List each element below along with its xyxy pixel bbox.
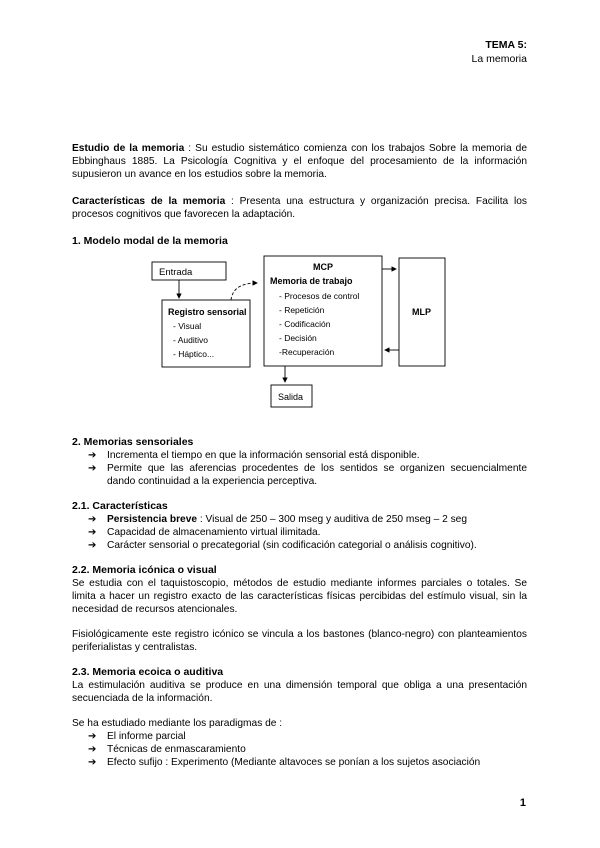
list-item: ➔ El informe parcial xyxy=(88,731,186,742)
section22-p2: Fisiológicamente este registro icónico se vincula a los bastones (blanco-negro) con planteamientos periferialistas y centralistas. xyxy=(72,629,527,653)
mlp-label: MLP xyxy=(412,307,431,317)
section22-p1: Se estudia con el taquistoscopio, métodos de estudio mediante informes parciales o totales. Se limita a hacer un registro exacto de las características físicas percibidas del estímulo visual, sin la necesidad de recursos atencionales. xyxy=(72,578,527,615)
list-item: ➔ Carácter sensorial o precategorial (sin codificación categorial o análisis cognitivo). xyxy=(88,540,477,551)
arrow-icon: ➔ xyxy=(88,527,97,538)
caracteristicas-text: : Presenta una estructura y organización precisa. Facilita los procesos cognitivos que favorecen la adaptación. xyxy=(72,196,527,220)
section23-p1: La estimulación auditiva se produce en una dimensión temporal que obliga a una presentación secuenciada de la información. xyxy=(72,680,527,704)
mcp-item: - Procesos de control xyxy=(279,291,360,301)
entrada-label: Entrada xyxy=(159,267,193,278)
section2-list xyxy=(88,449,527,488)
arrow-registro-mcp xyxy=(231,283,257,300)
intro-caracteristicas xyxy=(72,195,527,221)
header-title: TEMA 5: xyxy=(485,39,527,51)
list-item: ➔ Efecto sufijo : Experimento (Mediante altavoces se ponían a los sujetos asociación xyxy=(88,757,481,768)
section23-p2: Se ha estudiado mediante los paradigmas de : xyxy=(72,718,283,729)
salida-label: Salida xyxy=(278,392,304,402)
registro-item: - Auditivo xyxy=(173,335,208,345)
section2-heading: 2. Memorias sensoriales xyxy=(72,436,194,448)
registro-item: - Háptico... xyxy=(173,349,215,359)
registro-item: - Visual xyxy=(173,321,202,331)
arrow-icon: ➔ xyxy=(88,744,97,755)
mcp-item: - Repetición xyxy=(279,305,325,315)
caracteristicas-label: Características de la memoria xyxy=(72,196,226,207)
arrow-icon: ➔ xyxy=(88,540,97,551)
arrow-icon: ➔ xyxy=(88,463,97,474)
section23-heading: 2.3. Memoria ecoica o auditiva xyxy=(72,666,224,678)
section22-heading: 2.2. Memoria icónica o visual xyxy=(72,564,217,576)
arrow-icon: ➔ xyxy=(88,450,97,461)
list-item: ➔ Incrementa el tiempo en que la información sensorial está disponible. xyxy=(88,450,420,461)
list-item: ➔ Permite que las aferencias procedentes de los sentidos se organizen secuencialmente dando continuidad a la experiencia perceptiva. xyxy=(88,463,527,487)
header-subtitle: La memoria xyxy=(471,53,527,65)
mcp-item: -Recuperación xyxy=(279,347,335,357)
arrow-icon: ➔ xyxy=(88,731,97,742)
mcp-title: MCP xyxy=(313,262,333,272)
mcp-item: - Decisión xyxy=(279,333,317,343)
estudio-label: Estudio de la memoria xyxy=(72,143,185,154)
estudio-text: : Su estudio sistemático comienza con los trabajos Sobre la memoria de Ebbinghaus 1885. La Psicología Cognitiva y el enfoque del procesamiento de la información supusieron un avance en los estudios sobre la memoria. xyxy=(72,143,527,180)
section21-list xyxy=(88,513,527,552)
modal-model-diagram xyxy=(145,253,455,413)
intro-estudio xyxy=(72,142,527,181)
registro-title: Registro sensorial xyxy=(168,307,247,317)
mcp-subtitle: Memoria de trabajo xyxy=(270,276,353,286)
arrow-icon: ➔ xyxy=(88,514,97,525)
section23-list xyxy=(88,730,527,769)
list-item: ➔ Persistencia breve : Visual de 250 – 300 mseg y auditiva de 250 mseg – 2 seg xyxy=(88,514,468,525)
arrow-icon: ➔ xyxy=(88,757,97,768)
page-number: 1 xyxy=(519,797,526,809)
list-item: ➔ Técnicas de enmascaramiento xyxy=(88,744,246,755)
list-item: ➔ Capacidad de almacenamiento virtual ilimitada. xyxy=(88,527,321,538)
section21-heading: 2.1. Características xyxy=(72,500,168,512)
section1-heading: 1. Modelo modal de la memoria xyxy=(72,235,228,247)
mcp-item: - Codificación xyxy=(279,319,331,329)
